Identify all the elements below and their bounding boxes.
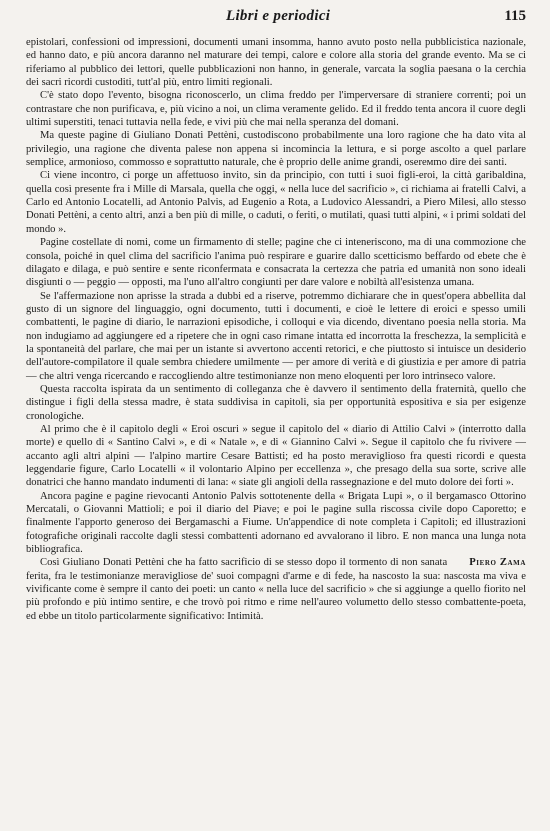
paragraph-last <box>26 556 526 623</box>
page-header <box>26 6 526 28</box>
page-number: 115 <box>504 8 526 24</box>
paragraph: Se l'affermazione non aprisse la strada a dubbi ed a riserve, potremmo dichiarare che in quest'opera abbellita dal gusto di un signore del linguaggio, ogni documento, tutti i documenti, e cioè le lettere di eroici e spesso umili combattenti, le pagine di diario, le narrazioni episodiche, i colloqui e via dicendo, diventano poesia nella storia. Ma non indugiamo ad aggiungere ed a ripetere che in ogni caso rimane intatta ed incorrotta la freschezza, la semplicità e la spontaneità del parlare, che mai per un istante si avvertono accenti retorici, e che piuttosto si intuisce un desiderio dell'autore-compilatore il quale sembra chiedere umilmente — per amore di verità e di giustizia e per amore di patria — che altri venga ricercando e raccogliendo altre testimonianze non meno eloquenti per loro intrinseco valore. <box>26 290 526 382</box>
paragraph: Questa raccolta ispirata da un sentimento di colleganza che è davvero il sentimento della fraternità, quello che distingue i figli della stessa madre, è stata suddivisa in capitoli, sia per opportunità espositiva e sia per esigenze cronologiche. <box>26 383 526 422</box>
paragraph: epistolari, confessioni od impressioni, documenti umani insomma, hanno avuto posto nella pubblicistica nazionale, ed hanno dato, e più ancora daranno nel maturare dei tempi, calore e colore alla storia del grande evento. Ma se ci riferiamo al pubblico dei lettori, quelle pubblicazioni non hanno, in generale, varcata la soglia paesana o la cerchia dei sacri ricordi custoditi, tutt'al più, entro limiti regionali. <box>26 37 526 89</box>
paragraph: C'è stato dopo l'evento, bisogna riconoscerlo, un clima freddo per l'imperversare di straniere correnti; poi un contrastare che non purificava, e, più vicino a noi, un clima veramente gelido. Ed il freddo tenta ancora il cuore degli ultimi superstiti, tenaci tuttavia nella fede, e vivi più che mai nella speranza del domani. <box>26 90 526 129</box>
paragraph: Ci viene incontro, ci porge un affettuoso invito, sin da principio, con tutti i suoi figli-eroi, la città garibaldina, quella così presente fra i Mille di Marsala, quella che oggi, « nella luce del sacrificio », ci richiama ai fratelli Calvi, a Carlo ed Antonio Locatelli, ad Antonio Palvis, ad Eugenio a Rota, a Ludovico Alessandri, a Piero Milesi, allo stesso Donati Pettèni, a cento altri, anzi a ben più di mille, o caduti, o feriti, o mutilati, quasi tutti alpini, « i primi soldati del mondo ». <box>26 170 526 235</box>
running-head: Libri e periodici <box>226 8 331 24</box>
paragraph-text: Così Giuliano Donati Pettèni che ha fatto sacrificio di se stesso dopo il tormento di non sanata ferita, fra le testimonianze meravigliose de' suoi compagni d'arme e di fede, ha nascosto la sua: nascosta ma viva e vivificante come è sempre il canto dei poeti: un canto « nella luce del sacrificio » che si aggiunge a quello fiorito nel più profondo e più intimo sentire, e che trovò poi ritmo e rime nell'aureo volumetto dello stesso combattente-poeta, ed ebbe un titolo particolarmente significativo: Intimità. <box>26 557 526 622</box>
paragraph: Pagine costellate di nomi, come un firmamento di stelle; pagine che ci inteneriscono, ma di una commozione che consola, poiché in quel clima del sacrificio l'anima può respirare e guarire dallo scetticismo beffardo od ebete che è dilagato e dilaga, e può sentire e sente riconfermata e consacrata la certezza che patria ed umanità non sono ideali disgiunti o — peggio — opposti, ma l'uno all'altro congiunti per dare valore e nobiltà all'esistenza umana. <box>26 237 526 289</box>
article-body <box>26 36 526 623</box>
paragraph: Al primo che è il capitolo degli « Eroi oscuri » segue il capitolo del « diario di Attilio Calvi » (interrotto dalla morte) e quello di « Santino Calvi », e di « Natale », e di « Giannino Calvi ». Segue il capitolo che fu rivivere — accanto agli altri alpini — l'alpino martire Cesare Battisti; ed ha posto meraviglioso fra questi ricordi e questa leggendarie figure, Carlo Locatelli « il volontario Alpino per eccellenza », che presago della sua sorte, scrive alle donatrici che hanno mandato indumenti di lana: « siate gli angioli della rassegnazione e del muto dolore dei forti ». <box>26 423 526 489</box>
paragraph: Ma queste pagine di Giuliano Donati Pettèni, custodiscono probabilmente una loro ragione che ha dato vita al privilegio, una ragione che diventa palese non appena si incomincia la lettura, e si porge ascolto a quel parlare semplice, armonioso, commosso e soprattutto naturale, che è proprio delle anime grandi, osereмmo dire dei santi. <box>26 130 526 169</box>
author-signature: Piero Zama <box>469 557 526 569</box>
paragraph: Ancora pagine e pagine rievocanti Antonio Palvis sottotenente della « Brigata Lupi », o il bergamasco Ottorino Mercatali, o Giovanni Mattioli; e poi il diario del Piave; e poi le pagine sulla riscossa civile dopo Caporetto; e finalmente l'apporto generoso dei Bergamaschi a Fiume. Un'appendice di note completa i Capitoli; ed illustrazioni fotografiche originali raccolte dagli stessi combattenti adornano ed avvalorano il libro. E non manca una lunga nota bibliografica. <box>26 490 526 556</box>
